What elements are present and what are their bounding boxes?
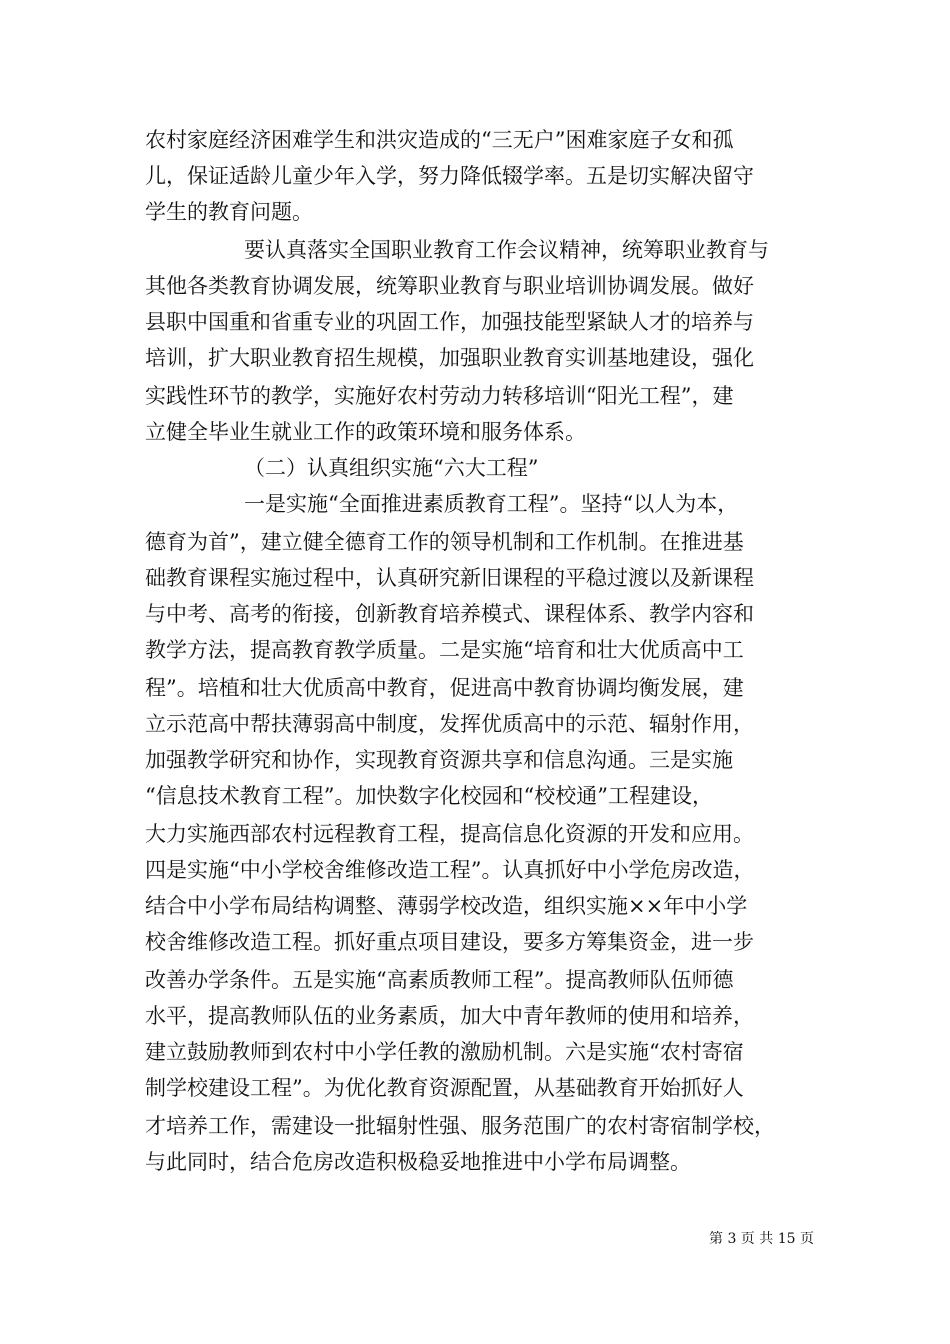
- body-line-18: 加强教学研究和协作，实现教育资源共享和信息沟通。三是实施: [145, 748, 733, 772]
- body-line-12: 德育为首”，建立健全德育工作的领导机制和工作机制。在推进基: [145, 530, 744, 554]
- body-line-9: 立健全毕业生就业工作的政策环境和服务体系。: [145, 420, 586, 444]
- body-line-24: 改善办学条件。五是实施“高素质教师工程”。提高教师队伍师德: [145, 968, 734, 992]
- body-line-19: “信息技术教育工程”。加快数字化校园和“校校通”工程建设，: [145, 784, 713, 808]
- body-line-29: 与此同时，结合危房改造积极稳妥地推进中小学布局调整。: [145, 1150, 691, 1174]
- body-line-5: 其他各类教育协调发展，统筹职业教育与职业培训协调发展。做好: [145, 274, 754, 298]
- body-line-2: 儿，保证适龄儿童少年入学，努力降低辍学率。五是切实解决留守: [145, 164, 754, 188]
- body-line-14: 与中考、高考的衔接，创新教育培养模式、课程体系、教学内容和: [145, 602, 754, 626]
- body-line-7: 培训，扩大职业教育招生规模，加强职业教育实训基地建设，强化: [145, 346, 754, 370]
- body-line-27: 制学校建设工程”。为优化教育资源配置，从基础教育开始抓好人: [145, 1076, 744, 1100]
- body-line-15: 教学方法，提高教育教学质量。二是实施“培育和壮大优质高中工: [145, 638, 744, 662]
- body-line-13: 础教育课程实施过程中，认真研究新旧课程的平稳过渡以及新课程: [145, 566, 754, 590]
- body-line-3: 学生的教育问题。: [145, 200, 313, 224]
- body-line-21: 四是实施“中小学校舍维修改造工程”。认真抓好中小学危房改造，: [145, 858, 755, 882]
- body-line-6: 县职中国重和省重专业的巩固工作，加强技能型紧缺人才的培养与: [145, 310, 754, 334]
- body-line-20: 大力实施西部农村远程教育工程，提高信息化资源的开发和应用。: [145, 822, 754, 846]
- body-line-1: 农村家庭经济困难学生和洪灾造成的“三无户”困难家庭子女和孤: [145, 128, 734, 152]
- body-line-22: 结合中小学布局结构调整、薄弱学校改造，组织实施××年中小学: [145, 894, 748, 918]
- body-line-8: 实践性环节的教学，实施好农村劳动力转移培训“阳光工程”，建: [145, 384, 734, 408]
- body-line-11: 一是实施“全面推进素质教育工程”。坚持“以人为本，: [244, 492, 739, 516]
- body-line-25: 水平，提高教师队伍的业务素质，加大中青年教师的使用和培养，: [145, 1004, 754, 1028]
- page-number: 第 3 页 共 15 页: [709, 1231, 814, 1247]
- body-line-16: 程”。培植和壮大优质高中教育，促进高中教育协调均衡发展，建: [145, 676, 744, 700]
- section-heading: （二）认真组织实施“六大工程”: [244, 456, 539, 480]
- body-line-26: 建立鼓励教师到农村中小学任教的激励机制。六是实施“农村寄宿: [145, 1040, 744, 1064]
- body-line-23: 校舍维修改造工程。抓好重点项目建设，要多方筹集资金，进一步: [145, 930, 754, 954]
- body-line-4: 要认真落实全国职业教育工作会议精神，统筹职业教育与: [244, 238, 769, 262]
- body-line-17: 立示范高中帮扶薄弱高中制度，发挥优质高中的示范、辐射作用，: [145, 712, 754, 736]
- body-line-28: 才培养工作，需建设一批辐射性强、服务范围广的农村寄宿制学校，: [145, 1114, 775, 1138]
